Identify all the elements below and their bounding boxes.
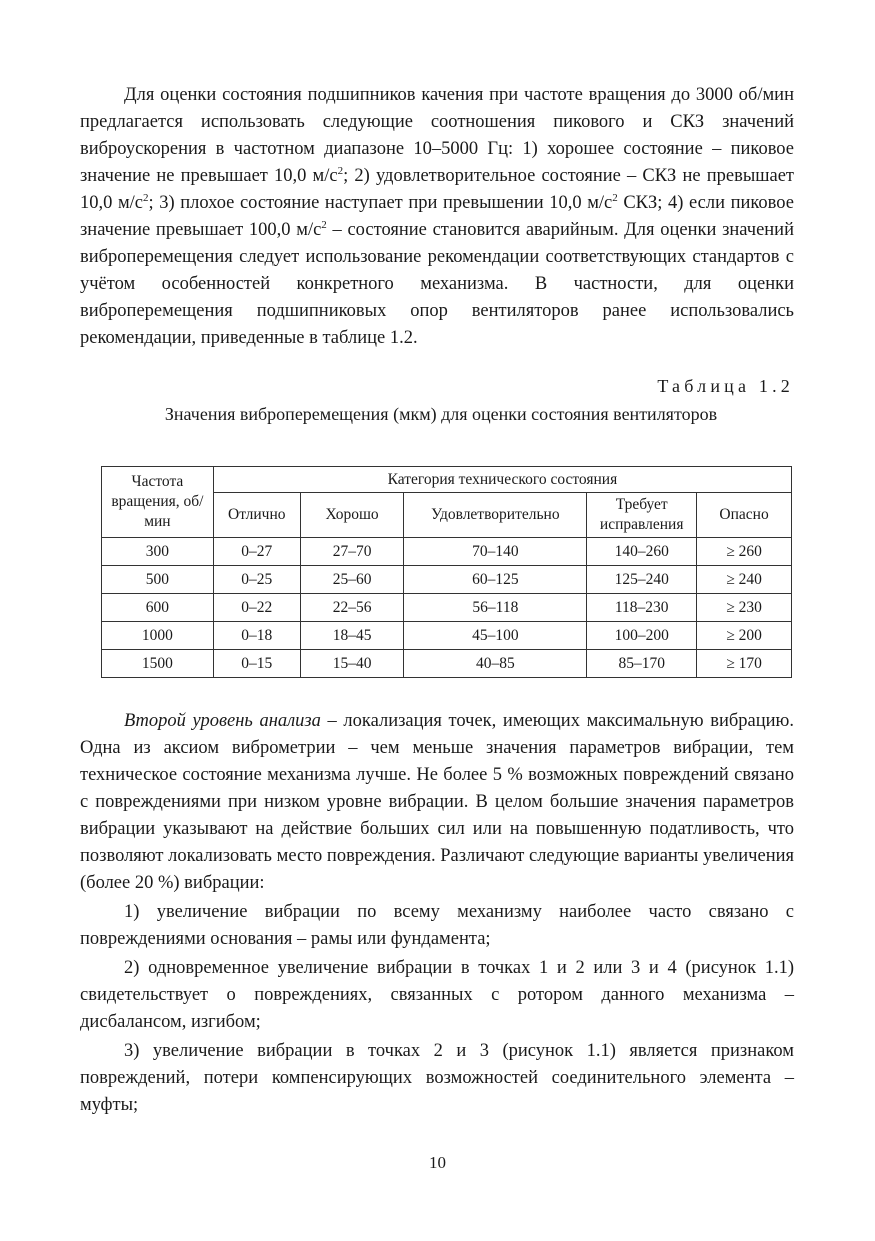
paragraph-bearing-criteria: Для оценки состояния подшипников качения при частоте вращения до 3000 об/мин предлагается использовать следующие соотношения пикового и СКЗ значений виброускорения в частотном диапазоне 10–5000 Гц: 1) хорошее состояние – пиковое значение не превышает 10,0 $м/с^2$; 2) удовлетворительное состояние – СКЗ не превышает 10,0 $м/с^2$; 3) плохое состояние наступает при превышении 10,0 $м/с^2$ СКЗ; 4) если пиковое значение превышает 100,0 $м/с^2$ – состояние становится аварийным. Для оценки значений виброперемещения следует использование рекомендации соответствующих стандартов с учётом особенностей конкретного механизма. В частности, для оценки виброперемещения подшипниковых опор вентиляторов ранее использовались рекомендации, приведенные в таблице 1.2. (80, 85, 795, 348)
table-cell: ≥ 240 (697, 566, 792, 594)
table-label: Таблица 1.2 (657, 376, 794, 396)
table-cell: 40–85 (404, 650, 587, 678)
table-cell: 0–15 (213, 650, 300, 678)
list-item: 2) одновременное увеличение вибрации в точках 1 и 2 или 3 и 4 (рисунок 1.1) свидетельствует о повреждениях, связанных с ротором данного механизма – дисбалансом, изгибом; (80, 958, 794, 1032)
header-dangerous: Опасно (697, 493, 792, 538)
table-cell: 1000 (102, 622, 214, 650)
table-cell: 18–45 (300, 622, 404, 650)
superscript: 2 (143, 192, 149, 204)
table-row (102, 650, 792, 678)
table-row (102, 594, 792, 622)
table-cell: 0–18 (213, 622, 300, 650)
page-number: 10 (429, 1153, 446, 1172)
header-needs-repair: Требует исправления (587, 493, 697, 538)
list-item: 3) увеличение вибрации в точках 2 и 3 (рисунок 1.1) является признаком повреждений, потери компенсирующих возможностей соединительного элемента – муфты; (80, 1041, 794, 1115)
table-cell: 0–22 (213, 594, 300, 622)
header-good: Хорошо (300, 493, 404, 538)
table-cell: 600 (102, 594, 214, 622)
table-cell: 100–200 (587, 622, 697, 650)
table-cell: 85–170 (587, 650, 697, 678)
table-cell: 0–25 (213, 566, 300, 594)
table-cell: 1500 (102, 650, 214, 678)
header-excellent: Отлично (213, 493, 300, 538)
table-cell: ≥ 170 (697, 650, 792, 678)
table-cell: ≥ 200 (697, 622, 792, 650)
table-cell: 300 (102, 538, 214, 566)
italic-term: Второй уровень анализа (124, 711, 321, 731)
table-cell: 0–27 (213, 538, 300, 566)
list-item: 1) увеличение вибрации по всему механизму наиболее часто связано с повреждениями основания – рамы или фундамента; (80, 902, 794, 949)
table-cell: 125–240 (587, 566, 697, 594)
vibration-table (101, 466, 792, 678)
table-cell: 118–230 (587, 594, 697, 622)
header-rotation-speed: Частота вращения, об/мин (102, 467, 214, 538)
superscript: 2 (337, 165, 344, 177)
header-category: Категория технического состояния (213, 467, 791, 493)
page-bottom (80, 708, 794, 1119)
header-satisfactory: Удовлетворительно (404, 493, 587, 538)
superscript: 2 (321, 219, 327, 231)
table-cell: 22–56 (300, 594, 404, 622)
table-cell: 60–125 (404, 566, 587, 594)
table-caption: Значения виброперемещения (мкм) для оценки состояния вентиляторов (164, 404, 718, 424)
table-row (102, 566, 792, 594)
table-cell: ≥ 260 (697, 538, 792, 566)
table-cell: 15–40 (300, 650, 404, 678)
table-cell: 25–60 (300, 566, 404, 594)
table-cell: 70–140 (404, 538, 587, 566)
table-cell: 500 (102, 566, 214, 594)
table-cell: ≥ 230 (697, 594, 792, 622)
table-row (102, 622, 792, 650)
table-cell: 27–70 (300, 538, 404, 566)
table-cell: 140–260 (587, 538, 697, 566)
table-cell: 56–118 (404, 594, 587, 622)
paragraph-second-level: Второй уровень анализа – локализация точек, имеющих максимальную вибрацию. Одна из аксиом виброметрии – чем меньше значения параметров вибрации, тем техническое состояние механизма лучше. Не более 5 % возможных повреждений связано с повреждениями при низком уровне вибрации. В целом большие значения параметров вибрации указывают на действие больших сил или на повышенную податливость, что позволяют локализовать место повреждения. Различают следующие варианты увеличения (более 20 %) вибрации: (80, 711, 795, 893)
table-cell: 45–100 (404, 622, 587, 650)
superscript: 2 (612, 192, 618, 204)
table-row (102, 538, 792, 566)
page-top (80, 82, 794, 426)
